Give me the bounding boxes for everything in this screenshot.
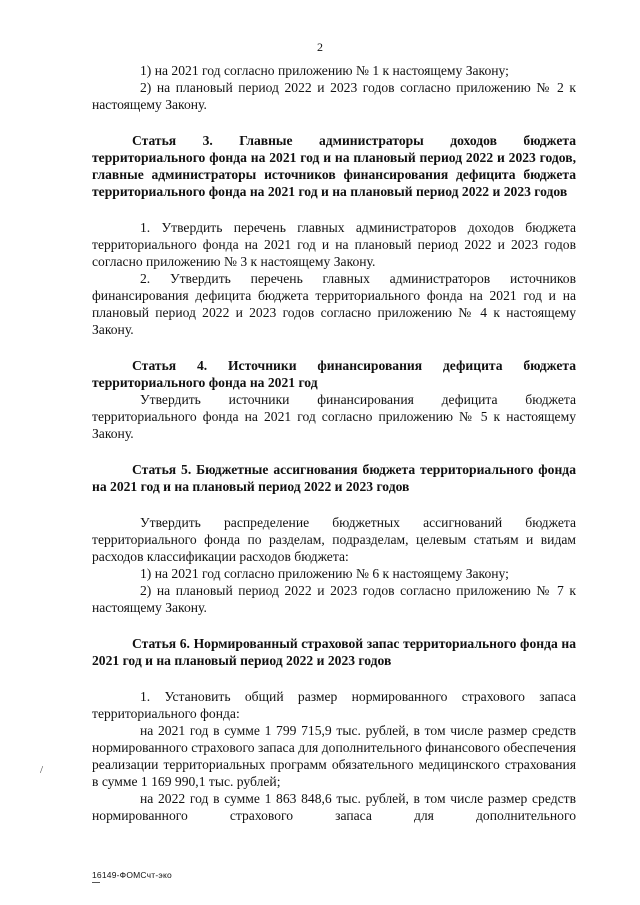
- paragraph: 1. Установить общий размер нормированного страхового запаса территориального фонда:: [92, 689, 576, 721]
- article-6-heading: Статья 6. Нормированный страховой запас территориального фонда на 2021 год и на плановый период 2022 и 2023 годов: [92, 636, 576, 668]
- paragraph: на 2021 год в сумме 1 799 715,9 тыс. рублей, в том числе размер средств нормированного страхового запаса для дополнительного финансового обеспечения реализации территориальных программ обязательного медицинского страхования в сумме 1 169 990,1 тыс. рублей;: [92, 723, 576, 789]
- paragraph: на 2022 год в сумме 1 863 848,6 тыс. рублей, в том числе размер средств нормированного страхового запаса для дополнительного: [92, 791, 576, 823]
- paragraph: 1. Утвердить перечень главных администраторов доходов бюджета территориального фонда на 2021 год и на плановый период 2022 и 2023 годов согласно приложению № 3 к настоящему Закону.: [92, 220, 576, 269]
- paragraph: Утвердить распределение бюджетных ассигнований бюджета территориального фонда по разделам, подразделам, целевым статьям и видам расходов классификации расходов бюджета:: [92, 515, 576, 564]
- footer-divider: [92, 882, 100, 883]
- article-3-heading: Статья 3. Главные администраторы доходов бюджета территориального фонда на 2021 год и на плановый период 2022 и 2023 годов, главные администраторы источников финансирования дефицита бюджета территориального фонда на 2021 год и на плановый период 2022 и 2023 годов: [92, 133, 576, 199]
- page-number: 2: [317, 40, 323, 54]
- paragraph: Утвердить источники финансирования дефицита бюджета территориального фонда на 2021 год согласно приложению № 5 к настоящему Закону.: [92, 392, 576, 441]
- list-item: 1) на 2021 год согласно приложению № 6 к настоящему Закону;: [140, 566, 509, 581]
- document-body: [92, 62, 576, 824]
- article-4-heading: Статья 4. Источники финансирования дефицита бюджета территориального фонда на 2021 год: [92, 358, 576, 390]
- article-5-heading: Статья 5. Бюджетные ассигнования бюджета территориального фонда на 2021 год и на плановый период 2022 и 2023 годов: [92, 462, 576, 494]
- list-item: 2) на плановый период 2022 и 2023 годов согласно приложению № 2 к настоящему Закону.: [92, 80, 576, 112]
- paragraph: 2. Утвердить перечень главных администраторов источников финансирования дефицита бюджета территориального фонда на 2021 год и на плановый период 2022 и 2023 годов согласно приложению № 4 к настоящему Закону.: [92, 271, 576, 337]
- list-item: 2) на плановый период 2022 и 2023 годов согласно приложению № 7 к настоящему Закону.: [92, 583, 576, 615]
- margin-mark: /: [40, 764, 44, 776]
- footer-code: 16149-ФОМСчт-эко: [92, 870, 172, 880]
- list-item: 1) на 2021 год согласно приложению № 1 к настоящему Закону;: [140, 63, 509, 78]
